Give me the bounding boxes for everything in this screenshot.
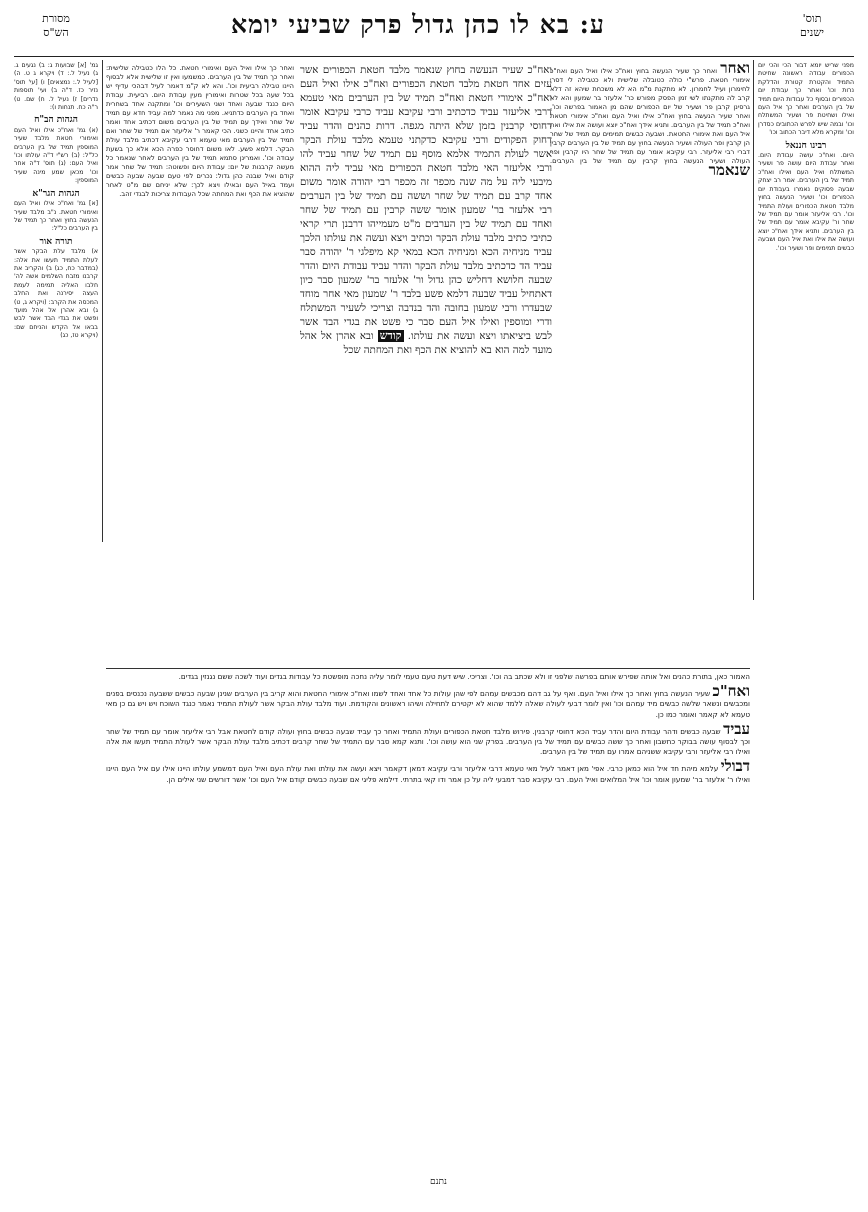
page-title: ע: בא לו כהן גדול פרק שביעי יומא	[231, 10, 605, 39]
torah-or-text: א) מלבד עלת הבקר אשר לעלת התמיד תעשו את אלה: (במדבר כח, כג) ב) והקריב את קרבנו מזבח השלמים אשה לה' חלבו האליה תמימה לעמת העצה יסירנה ואת החלב המכסה את הקרב: (ויקרא ג, ט) ג) ובא אהרן אל אהל מועד ופשט את בגדי הבד אשר לבש בבאו אל הקדש והניחם שם: (ויקרא טז, כג)	[14, 248, 98, 340]
lower-text-4: עלמא מיהת חד איל הוא כמאן כרבי. אפי' מאן דאמר לעיל מאי טעמא דרבי אליעזר ורבי עקיבא דמאן דקאמר ויצא ועשה את עולתו ואת עולת העם ואיל העם דמשמע עולתו היינו אילו עם איל העם היינו ואילו ר' אלעזר בר' שמעון אומר וכו' איל המלואים ואיל העם. רבי עקיבא סבר דמבעי ליה על כן אמר ודו קאי בתרתי. דילמא פליגי אם שבעה כבשים קודם איל העם וכו' אשר דורשים שני אילים הן.	[106, 764, 750, 784]
tosafot-yeshanim-header: תוס' ישנים	[800, 12, 824, 39]
commentary-right-text: ואחר כך שעיר הנעשה בחוץ ואח"כ אילו ואיל העם ואח"כ אימורי חטאת. פרש"י כולה כטובלה שלישית ולא כטבילה לי דסרי לחימרון ועיל לחמרון. לא מתקנת מ"מ הא לא משכחת שיהא זה דלא קרב לה מתקנתו לשי זמן הפסק מפורש כר' אלעזר בר שמעון והא לא גרסינן קרבן פר ושעיר של יום הכפורים שהם מן האמור בפרשה וכו'. ואחר שעיר הנעשה בחוץ ואח"כ אילו ואיל העם ואח"כ אימורי חטאת ואח"כ תמיד של בין הערבים. ותניא אידך ואח"כ יוצא ועושה את אילו ואת איל העם ואת אימורי החטאת. ושבעה כבשים תמימים עם תמיד של שחר הן קרבין ופר העולה ושעיר הנעשה בחוץ עם תמיד של בין הערבים קרבין דברי רבי אליעזר. רבי עקיבא אומר עם תמיד של שחר היו קרבין ופר העולה ושעיר הנעשה בחוץ קרבין עם תמיד של בין הערבים.	[550, 67, 750, 165]
hagahot-gra-title: הגהות הגר"א	[32, 188, 80, 199]
lower-text-2: שעיר הנעשה בחוץ ואחר כך אילו ואיל העם. ואף על גב דהם מכבשים עמהם לפי שהן עולות כל אחד ואחד לשמו ואח"כ אימורי החטאת והוא קריב בין הערבים שנינן שבעה כבשים ששבעה נכנסים בפנים ומכבשים ונשאר שלשה כבשים מיד עמהם וכו' ואין לומר דבעי לעולה שאלה ללמד שהוא לא יקטירם לתחילה ושיהו ראשונים והקודמת. ועוד מלבד עולת הבקר אשר לעולת התמיד נאמר כנגד השוכח ויש ויש גם כן מאי טעמא לא קאמר ואומר כמו כן.	[106, 689, 750, 719]
gemara-tail-text: ובא אהרן אל אהל מועד למה הוא בא להוציא את הכף ואת המחתה שכל	[300, 331, 552, 356]
header-divider	[14, 56, 854, 57]
page-number: נתנם	[430, 1177, 447, 1187]
section-word-shenamar: שנאמר	[708, 161, 750, 179]
lower-paragraph-2	[106, 682, 750, 720]
rabbenu-chananel-text: היום. ואח"כ עושה עבודת היום. ואחר עבודת היום עושה פר ושעיר המשתלח ואיל העם ואילו ואח"כ תמיד של בין הערבים. אמר רב יצחק שבעה פסוקים נאמרו בעבודת יום הכפורים וכו' ושעיר הנעשה בחוץ מלבד חטאת הכפורים ועולת התמיד וכו'. רבי אליעזר אומר עם תמיד של שחר ור' עקיבא אומר עם תמיד של בין הערבים. ותניא אידך ואח"כ יוצא ועושה את אילו ואת איל העם ושבעה כבשים תמימים ופר ושעיר וכו'.	[758, 152, 854, 252]
lower-paragraph-1	[106, 672, 750, 682]
commentary-left-text: ואחר כך אילו ואיל העם ואימורי חטאת. כל הלו כטבילה שלישית: ואחר כך תמיד של בין הערבים. כמשמעו ואין זו שלישית אלא לבסוף היינו טבילה רביעית וכו'. והא לא ק"מ דאמר לעיל דבהכי עדיף יש בכל שעה בכל שטרות ואימורין מעין עבודת היום. רביעית. עבודת היום כנגד שבעה ואחד ושני השעירים וכו' ומתקנה אחד בשחרית ואחד בין הערבים כדתניא. מפני מה נאמר למה עביד חדא עם תמיד של שחר ואידך עם תמיד של בין הערבים משום דכתיב אחד ואמר כתיב אחד והיינו כשני. הכי קאמר ר' אליעזר אם תמיד של שחר ואם תמיד של בין הערבים מאי טעמא דרבי עקיבא דכתיב מלבד עולת הבקר. דלמא פשע. לאו משום דחוסר כפרה הכא אלא כך בשעת עבודה וכו'. ואמרינן סתמא תמיד של בין הערבים לאחר שנאמר כל מעשה קרבנות של יום: עבודת היום ופשוטה: תמיד של שחר אמר קודם ואיל שבנה כהן גדול: נכרים לפי טעם שבעה שבעה כבשים ועמד באיל העם ובאילו ויצא לכך: שלא יניחם שם מ"ט לאחר שהוציא את הכף ואת המחתה שכל העבודות צריכות לבגדי זהב.	[106, 64, 294, 198]
tosafot-yeshanim-text: מפני שריש יומא דבור הכי והכי יום הכפורים עבודה ראשונה שחיטת התמיד והקטרת קטורת והדלקת נרות וכו' ואחר כך עבודת יום הכפורים ובסוף כל עבודות היום תמיד של בין הערבים ואחר כך איל העם ואילו ושחיטת פר ושעיר המשתלח וכו' ובמה שיש לפרש הכתובים כסדרן וכו' ומקרא מלא דיבר הכתוב וכו'	[758, 62, 854, 137]
lower-paragraph-4	[106, 757, 750, 784]
commentary-opening-word: ואחר	[720, 64, 750, 77]
boxed-word: קודש	[379, 329, 402, 342]
lower-text-1: האמור כאן, בתורת כהנים ואל אותה שפירש אותם בפרשה שלפני זו ולא שכתב בה וכו'. וצריכי. שיש דעת טעם טעמי לומר עליה נחכה מופשטת כל עבודות בגדים ועוד לשכה ששם נגנזין בגדים.	[178, 672, 750, 681]
right-margin-divider	[753, 60, 754, 600]
hagahot-bach-text: (א) גמ' ואח"כ אילו ואיל העם ואימורי חטאת מלבד שעיר המוספין תמיד של בין הערבים כל"ל: (ב) רש"י ד"ה עולתו וכו' ואיל העם: (ג) תוס' ד"ה אחר וכו' מכאן שמע מינה שעיר המוספין:	[14, 126, 98, 185]
torah-or-title: תורה אור	[39, 236, 73, 247]
masoret-hashas-header: מסורת הש"ס	[42, 12, 70, 39]
lower-paragraph-3	[106, 719, 750, 758]
gemara-text: ואח"כ שעיר הנעשה בחוץ שנאמר מלבד חטאת הכפורים אשר עזים אחד חטאת מלבד חטאת הכפורים ואח"כ אילו ואיל העם ואח"כ אימורי חטאת ואח"כ תמיד של בין הערבים מאי טעמא דרבי אליעזר עביד כדכתיב ורבי עקיבא עביד כרבי עקיבא אומר דחוסי קרבנין בזמן שלא היתה מגפה. דרות כהנים והדר עביד דחוק הפקודים ורבי עקיבא כדקתני טעמא מלבד עולת הבקר אשר לעולת התמיד אלמא מוסף עם תמיד של שחר עביד להו ורבי אליעזר האי מלבד חטאת הכפורים מאי עביד ליה ההוא מיבעי ליה על מה שנה מכפר זה מכפר רבי יהודה אומר משום אחד קרב עם תמיד של שחר וששה עם תמיד של בין הערבים רבי אלעזר בר' שמעון אומר ששה קרבין עם תמיד של שחר ואחד עם תמיד של בין הערבים מ"ט מעמייהו דרבנן תרי קראי כתיבי כתיב מלבד עולת הבקר וכתיב ויצא ועשה את עולתו הלכך עביד מניחיה הכא ומניחיה הכא במאי קא מיפלגי ר' יהודה סבר עביד הד כדכתיב מלבד עולת הבקר והדר עביד עבודת היום והדר שבעה חלושא דחליש כהן גדול ור' אלעזר בר' שמעון סבר כיון דאתחיל עביד שבעה דלמא פשע בלבד ר' שמעון מאי אחר מוחד שבעדרו ורבי שמעון בחובה והד בנדבה וצריכי לשעיר המשתלח ודרי ומוספין ואילו איל העם סבר כי פשט את בגדי הבד אשר לבש ביציאתו ויצא ועשה את עולתו.	[300, 65, 552, 342]
commentary-left-column	[106, 64, 294, 624]
hagahot-gra-text: [א] גמ' ואח"כ אילו ואיל העם ואימורי חטאת. נ"ב מלבד שעיר הנעשה בחוץ ואחר כך תמיד של בין הערבים כל"ל:	[14, 200, 98, 233]
gemara-column	[300, 64, 552, 668]
masoret-hashas-column	[14, 62, 98, 532]
hagahot-bach-title: הגהות הב"ח	[34, 115, 78, 126]
lower-section-divider	[106, 668, 750, 669]
masoret-hashas-text: גמ' [א] שבועות ג: ב) נגעים ג. ג) נעיל ל.: ד) ויקרא ג ט. ה) [לעיל ל.: נמצאים] ו) [עי' תוס' נזיר כז. ד"ה ב) ועי' תוספות נדרים] ז) נעיל ל. ח) שם. ט) ר"ה כח. תנחות ו):	[14, 62, 98, 112]
tosafot-yeshanim-column	[758, 62, 854, 592]
lower-word-1: ואח"כ	[712, 682, 750, 701]
lower-commentary	[106, 672, 750, 1172]
lower-text-3: שבעה כבשים ודהר עבודת היום והדר עביד הכא דחוסי קרבנין. פירוש מלבד חטאת הכפורים ועולת התמיד ואחר כך עביד שבעה כבשים בחוץ ועולה קודם לחטאת אבל רבי אליעזר אומר עם תמיד של שחר וכך לבסוף עושה בבוקר כחשבון ואחר כך ששה כבשים עם תמיד של בין הערבים. בפרק שני הוא עושה וכו'. ותנא קמא סבר עם התמיד של שחר קרבים דכתיב מלבד עולת הבקר אשר לעולת התמיד תעשו את אלה ואילו רבי אליעזר ורבי עקיבא ששניהם אמרו עם תמיד של בין הערבים.	[106, 726, 750, 757]
rabbenu-chananel-title: רבינו חננאל	[785, 140, 827, 151]
lower-word-2: עביד	[723, 719, 750, 738]
commentary-right-column	[550, 64, 750, 604]
left-margin-divider	[102, 60, 103, 542]
lower-word-3: דבולי	[720, 757, 750, 776]
